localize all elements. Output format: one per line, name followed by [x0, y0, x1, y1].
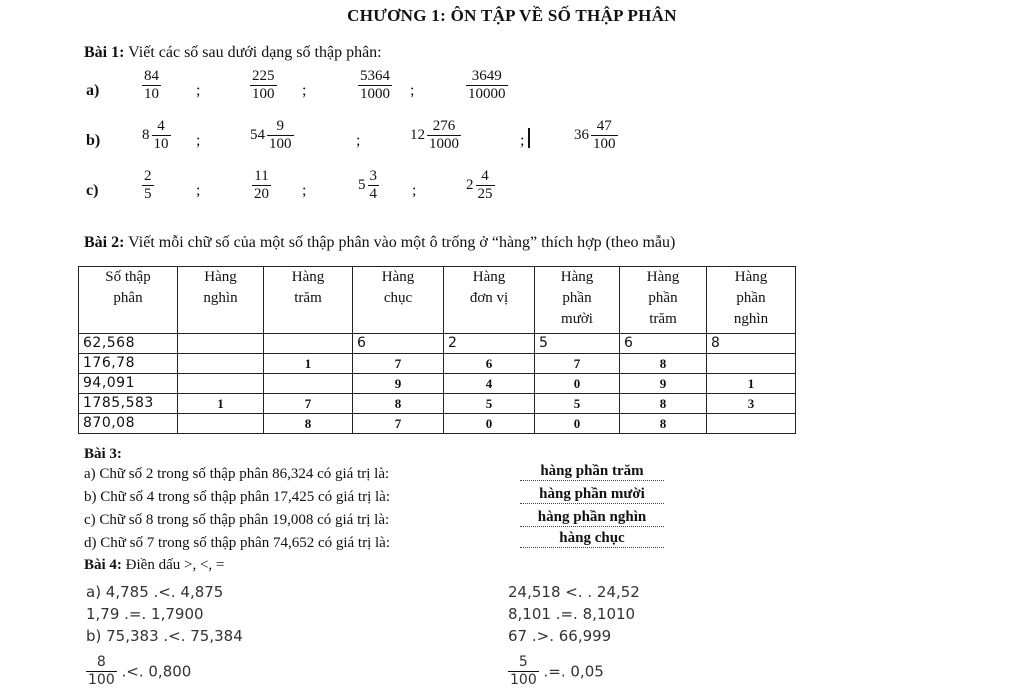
- table-cell: 8: [264, 414, 353, 434]
- table-cell: [178, 334, 264, 354]
- comparison-text: .<. 0,800: [121, 662, 192, 681]
- whole-part: 12: [410, 127, 425, 143]
- numerator: 47: [591, 118, 618, 136]
- denominator: 20: [254, 186, 269, 202]
- numerator: 84: [144, 68, 159, 84]
- bai4-row3-left: b) 75,383 .<. 75,384: [86, 627, 243, 645]
- header-cell: Hàng phần nghìn: [707, 267, 796, 334]
- numerator: 4: [476, 168, 495, 186]
- separator: ;: [520, 132, 525, 149]
- numerator: 276: [427, 118, 461, 136]
- bai4-row1-left: a) 4,785 .<. 4,875: [86, 583, 224, 601]
- numerator: 5364: [360, 68, 390, 84]
- header-cell: Hàng đơn vị: [444, 267, 535, 334]
- table-row: [79, 414, 796, 434]
- table-cell: 3: [707, 394, 796, 414]
- bai2-instruction: Viết mỗi chữ số của một số thập phân vào một ô trống ở “hàng” thích hợp (theo mẫu): [128, 234, 676, 251]
- bai4-label: Bài 4:: [84, 557, 122, 573]
- bai4-row3-right: 67 .>. 66,999: [508, 627, 612, 645]
- bai3-answer-b: hàng phần mười: [520, 486, 664, 504]
- table-cell: 4: [444, 374, 535, 394]
- table-row: [79, 394, 796, 414]
- bai4-row4-right: [508, 654, 604, 689]
- table-cell: 5: [535, 334, 620, 354]
- denominator: 25: [477, 186, 493, 202]
- bai1-a-label: a): [86, 82, 100, 99]
- bai1-c-mixed-3: [358, 168, 379, 203]
- bai1-c-mixed-4: [466, 168, 495, 203]
- table-cell: [178, 414, 264, 434]
- numerator: 225: [252, 68, 275, 84]
- table-cell: 0: [535, 414, 620, 434]
- table-cell: [264, 374, 353, 394]
- comparison-text: .=. 0,05: [543, 662, 604, 681]
- numerator: 2: [144, 168, 152, 184]
- table-cell: 8: [620, 394, 707, 414]
- table-cell-number: 94,091: [79, 374, 178, 394]
- table-cell: 6: [444, 354, 535, 374]
- table-cell: [264, 334, 353, 354]
- bai1-a-frac-4: [466, 68, 508, 103]
- table-cell: 7: [353, 354, 444, 374]
- table-cell-number: 62,568: [79, 334, 178, 354]
- separator: ;: [412, 182, 417, 199]
- table-cell: 7: [535, 354, 620, 374]
- table-cell: 0: [535, 374, 620, 394]
- denominator: 1000: [429, 136, 459, 152]
- bai2-heading: [84, 234, 675, 252]
- denominator: 100: [88, 672, 115, 688]
- table-cell: [707, 354, 796, 374]
- table-cell: 1: [264, 354, 353, 374]
- denominator: 100: [269, 136, 292, 152]
- separator: ;: [196, 82, 201, 99]
- bai3-question-a: a) Chữ số 2 trong số thập phân 86,324 có giá trị là:: [84, 466, 390, 482]
- numerator: 9: [267, 118, 294, 136]
- table-cell: 8: [707, 334, 796, 354]
- header-cell: Số thập phân: [79, 267, 178, 334]
- table-cell: 2: [444, 334, 535, 354]
- bai4-instruction: Điền dấu >, <, =: [125, 557, 225, 573]
- separator: ;: [196, 182, 201, 199]
- table-cell-number: 870,08: [79, 414, 178, 434]
- bai2-label: Bài 2:: [84, 234, 125, 251]
- table-row: [79, 354, 796, 374]
- table-cell-number: 176,78: [79, 354, 178, 374]
- bai1-b-label: b): [86, 132, 101, 149]
- numerator: 3649: [466, 68, 508, 86]
- bai3-question-b: b) Chữ số 4 trong số thập phân 17,425 có giá trị là:: [84, 489, 391, 505]
- separator: ;: [356, 132, 361, 149]
- bai1-instruction: Viết các số sau dưới dạng số thập phân:: [128, 44, 382, 61]
- bai1-a-frac-3: [358, 68, 392, 103]
- table-cell: 1: [707, 374, 796, 394]
- bai4-row1-right: 24,518 <. . 24,52: [508, 583, 640, 601]
- place-value-table: [78, 266, 796, 434]
- bai1-c-label: c): [86, 182, 99, 199]
- table-row: [79, 334, 796, 354]
- bai4-row2-right: 8,101 .=. 8,1010: [508, 605, 636, 623]
- table-row: [79, 374, 796, 394]
- whole-part: 5: [358, 177, 366, 193]
- bai3-question-d: d) Chữ số 7 trong số thập phân 74,652 có giá trị là:: [84, 535, 391, 551]
- header-cell: Hàng trăm: [264, 267, 353, 334]
- header-cell: Hàng phần mười: [535, 267, 620, 334]
- bai1-b-mixed-2: [250, 118, 294, 153]
- whole-part: 2: [466, 177, 474, 193]
- bai1-a-frac-2: [250, 68, 277, 103]
- whole-part: 54: [250, 127, 265, 143]
- table-cell: 8: [620, 414, 707, 434]
- table-cell: 7: [353, 414, 444, 434]
- bai3-label: Bài 3:: [84, 446, 122, 462]
- denominator: 10000: [468, 86, 506, 102]
- table-cell: 8: [620, 354, 707, 374]
- separator: ;: [302, 182, 307, 199]
- bai4-heading: [84, 557, 224, 574]
- bai4-row2-left: 1,79 .=. 1,7900: [86, 605, 204, 623]
- denominator: 5: [144, 186, 152, 202]
- separator: ;: [302, 82, 307, 99]
- text-cursor: [528, 128, 530, 148]
- denominator: 100: [593, 136, 616, 152]
- table-cell: 1: [178, 394, 264, 414]
- numerator: 5: [508, 654, 539, 672]
- separator: ;: [196, 132, 201, 149]
- numerator: 11: [252, 168, 271, 186]
- table-cell: 0: [444, 414, 535, 434]
- table-cell: 9: [353, 374, 444, 394]
- denominator: 100: [252, 86, 275, 102]
- denominator: 100: [510, 672, 537, 688]
- table-header-row: [79, 267, 796, 334]
- bai1-c-frac-2: [252, 168, 271, 203]
- header-cell: Hàng phần trăm: [620, 267, 707, 334]
- bai4-row4-left: [86, 654, 191, 689]
- numerator: 3: [369, 168, 377, 184]
- table-cell: [178, 374, 264, 394]
- bai1-b-mixed-1: [142, 118, 171, 153]
- bai1-b-mixed-4: [574, 118, 618, 153]
- numerator: 8: [86, 654, 117, 672]
- table-cell: 6: [620, 334, 707, 354]
- table-cell: 6: [353, 334, 444, 354]
- table-cell: 7: [264, 394, 353, 414]
- denominator: 4: [369, 186, 377, 202]
- page-title: CHƯƠNG 1: ÔN TẬP VỀ SỐ THẬP PHÂN: [347, 6, 677, 25]
- table-cell: 5: [535, 394, 620, 414]
- numerator: 4: [152, 118, 171, 136]
- bai1-a-frac-1: [142, 68, 161, 103]
- bai1-c-frac-1: [142, 168, 154, 203]
- bai3-answer-a: hàng phần trăm: [520, 463, 664, 481]
- header-cell: Hàng chục: [353, 267, 444, 334]
- bai3-answer-c: hàng phần nghìn: [520, 509, 664, 527]
- table-cell-number: 1785,583: [79, 394, 178, 414]
- bai3-answer-d: hàng chục: [520, 530, 664, 548]
- bai3-question-c: c) Chữ số 8 trong số thập phân 19,008 có giá trị là:: [84, 512, 390, 528]
- table-cell: 8: [353, 394, 444, 414]
- table-cell: [178, 354, 264, 374]
- bai1-b-mixed-3: [410, 118, 461, 153]
- header-cell: Hàng nghìn: [178, 267, 264, 334]
- table-cell: 5: [444, 394, 535, 414]
- whole-part: 8: [142, 127, 150, 143]
- whole-part: 36: [574, 127, 589, 143]
- denominator: 1000: [360, 86, 390, 102]
- separator: ;: [410, 82, 415, 99]
- denominator: 10: [153, 136, 169, 152]
- bai1-label: Bài 1:: [84, 44, 125, 61]
- denominator: 10: [144, 86, 159, 102]
- bai1-heading: [84, 44, 382, 62]
- table-cell: 9: [620, 374, 707, 394]
- table-cell: [707, 414, 796, 434]
